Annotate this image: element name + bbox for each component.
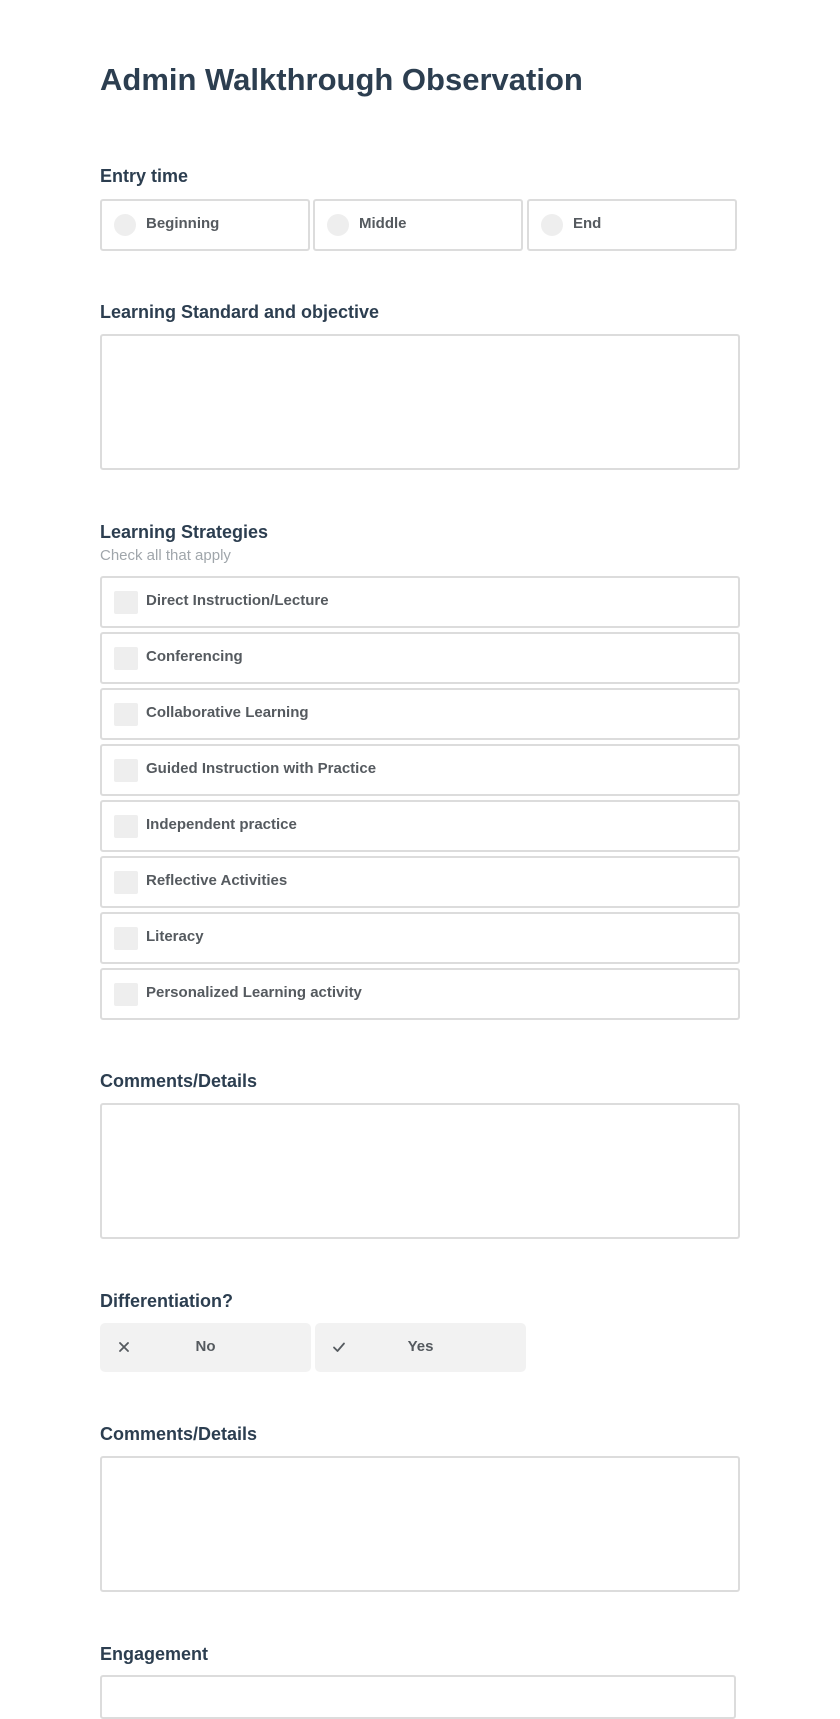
strategy-option-conferencing[interactable] (100, 632, 740, 684)
differentiation-no-button[interactable] (100, 1323, 311, 1372)
entry-time-options (100, 199, 740, 251)
strategy-option-independent-practice[interactable] (100, 800, 740, 852)
engagement-label: Engagement (100, 1644, 209, 1664)
engagement-input[interactable] (100, 1675, 736, 1719)
checkbox[interactable] (114, 703, 138, 726)
comments-label: Comments/Details (100, 1071, 258, 1091)
learning-standard-label: Learning Standard and objective (100, 302, 380, 322)
option-label: Direct Instruction/Lecture (146, 592, 329, 609)
comments-textarea[interactable] (100, 1103, 740, 1239)
differentiation-label: Differentiation? (100, 1291, 233, 1311)
form-title: Admin Walkthrough Observation (100, 62, 583, 97)
option-label: Conferencing (146, 648, 243, 665)
option-label: Middle (359, 215, 407, 232)
option-label: End (573, 215, 602, 232)
option-label: Literacy (146, 928, 204, 945)
radio-button[interactable] (541, 214, 563, 236)
option-label: Beginning (146, 215, 220, 232)
comments-textarea[interactable] (100, 1456, 740, 1592)
option-label: Collaborative Learning (146, 704, 309, 721)
entry-time-label: Entry time (100, 166, 189, 186)
checkbox[interactable] (114, 759, 138, 782)
option-label: Guided Instruction with Practice (146, 760, 377, 777)
button-label: No (195, 1338, 216, 1355)
differentiation-yes-button[interactable] (315, 1323, 526, 1372)
option-label: Independent practice (146, 816, 297, 833)
learning-standard-textarea[interactable] (100, 334, 740, 470)
option-label: Personalized Learning activity (146, 984, 362, 1001)
checkbox[interactable] (114, 927, 138, 950)
radio-button[interactable] (327, 214, 349, 236)
entry-time-option-end[interactable] (527, 199, 737, 251)
radio-button[interactable] (114, 214, 136, 236)
learning-strategies-hint: Check all that apply (100, 547, 231, 564)
button-label: Yes (407, 1338, 434, 1355)
strategy-option-literacy[interactable] (100, 912, 740, 964)
checkbox[interactable] (114, 591, 138, 614)
checkbox[interactable] (114, 871, 138, 894)
strategy-option-collaborative-learning[interactable] (100, 688, 740, 740)
checkbox[interactable] (114, 983, 138, 1006)
learning-strategies-label: Learning Strategies (100, 522, 269, 542)
strategy-option-direct-instruction[interactable] (100, 576, 740, 628)
checkbox[interactable] (114, 815, 138, 838)
entry-time-option-middle[interactable] (313, 199, 523, 251)
comments-label: Comments/Details (100, 1424, 258, 1444)
entry-time-option-beginning[interactable] (100, 199, 310, 251)
checkbox[interactable] (114, 647, 138, 670)
strategy-option-guided-instruction[interactable] (100, 744, 740, 796)
strategy-option-reflective-activities[interactable] (100, 856, 740, 908)
option-label: Reflective Activities (146, 872, 288, 889)
strategy-option-personalized-learning[interactable] (100, 968, 740, 1020)
